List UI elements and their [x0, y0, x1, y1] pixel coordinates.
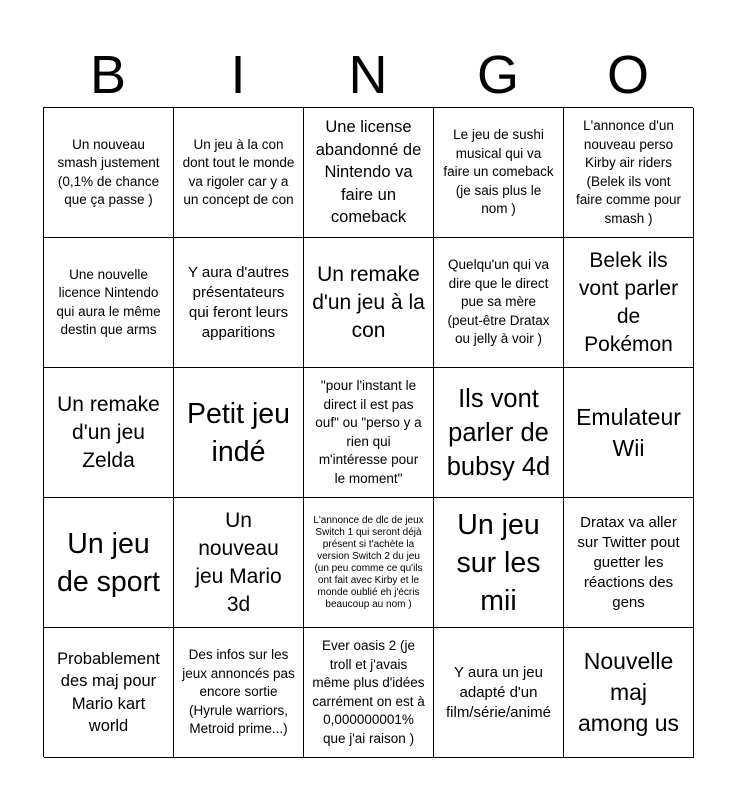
- cell-text: "pour l'instant le direct il est pas ouf" ou "perso y a rien qui m'intéresse pour le moment": [315, 378, 422, 486]
- bingo-cell-r2c4[interactable]: [434, 238, 564, 368]
- bingo-cell-r1c3[interactable]: [304, 108, 434, 238]
- cell-text: Un jeu de sport: [57, 527, 160, 598]
- cell-text: L'annonce de dlc de jeux Switch 1 qui seront déjà présent si t'achète la version Switch 2 du jeu (un peu comme ce qu'ils ont fait avec Kirby et le monde oublié eh j'écris beaucoup au nom ): [313, 514, 424, 610]
- header-letter-o: O: [606, 45, 649, 105]
- bingo-header: [43, 45, 693, 105]
- cell-text: Le jeu de sushi musical qui va faire un comeback (je sais plus le nom ): [443, 127, 554, 217]
- cell-text: Probablement des maj pour Mario kart world: [57, 649, 160, 735]
- bingo-cell-r3c4[interactable]: [434, 368, 564, 498]
- bingo-cell-r4c2[interactable]: [174, 498, 304, 628]
- bingo-cell-r1c4[interactable]: [434, 108, 564, 238]
- header-letter-n: N: [348, 45, 388, 105]
- cell-text: Emulateur Wii: [576, 403, 681, 461]
- bingo-cell-r3c5[interactable]: [564, 368, 694, 498]
- header-letter-i: I: [230, 45, 246, 105]
- bingo-cell-r2c1[interactable]: [44, 238, 174, 368]
- header-letter-b: B: [89, 45, 127, 105]
- bingo-cell-r1c5[interactable]: [564, 108, 694, 238]
- bingo-cell-r4c4[interactable]: [434, 498, 564, 628]
- cell-text: Belek ils vont parler de Pokémon: [578, 248, 679, 356]
- cell-text: Nouvelle maj among us: [577, 648, 679, 736]
- bingo-cell-r5c4[interactable]: [434, 628, 564, 758]
- cell-text: Un nouveau smash justement (0,1% de chance que ça passe ): [57, 136, 160, 207]
- bingo-cell-r4c5[interactable]: [564, 498, 694, 628]
- cell-text: Une license abandonné de Nintendo va faire un comeback: [315, 118, 422, 227]
- cell-text: Petit jeu indé: [187, 397, 290, 468]
- cell-text: Un remake d'un jeu Zelda: [57, 392, 160, 472]
- bingo-cell-r3c3[interactable]: [304, 368, 434, 498]
- bingo-cell-r5c5[interactable]: [564, 628, 694, 758]
- cell-text: Quelqu'un qui va dire que le direct pue sa mère (peut-être Dratax ou jelly à voir ): [447, 257, 550, 347]
- bingo-cell-r5c1[interactable]: [44, 628, 174, 758]
- bingo-cell-r2c3[interactable]: [304, 238, 434, 368]
- bingo-cell-r3c2[interactable]: [174, 368, 304, 498]
- header-letter-g: G: [476, 45, 519, 105]
- cell-text: Un remake d'un jeu à la con: [312, 262, 425, 342]
- cell-text: Des infos sur les jeux annoncés pas encore sortie (Hyrule warriors, Metroid prime...): [182, 647, 295, 737]
- bingo-grid: [43, 107, 693, 757]
- cell-text: L'annonce d'un nouveau perso Kirby air riders (Belek ils vont faire comme pour smash ): [575, 118, 682, 226]
- bingo-cell-r1c2[interactable]: [174, 108, 304, 238]
- cell-text: Un nouveau jeu Mario 3d: [195, 508, 282, 616]
- bingo-cell-r5c3[interactable]: [304, 628, 434, 758]
- bingo-cell-r4c3[interactable]: [304, 498, 434, 628]
- cell-text: Y aura un jeu adapté d'un film/série/animé: [445, 663, 552, 721]
- cell-text: Y aura d'autres présentateurs qui feront leurs apparitions: [188, 263, 289, 341]
- bingo-cell-r2c5[interactable]: [564, 238, 694, 368]
- cell-text: Un jeu sur les mii: [456, 508, 541, 617]
- bingo-cell-r5c2[interactable]: [174, 628, 304, 758]
- cell-text: Ever oasis 2 (je troll et j'avais même plus d'idées carrément on est à 0,000000001% que j'ai raison ): [312, 638, 425, 746]
- cell-text: Dratax va aller sur Twitter pout guetter les réactions des gens: [577, 513, 680, 611]
- cell-text: Une nouvelle licence Nintendo qui aura le même destin que arms: [56, 266, 161, 337]
- cell-text: Ils vont parler de bubsy 4d: [446, 384, 551, 481]
- bingo-cell-r1c1[interactable]: [44, 108, 174, 238]
- bingo-cell-r4c1[interactable]: [44, 498, 174, 628]
- bingo-cell-r3c1[interactable]: [44, 368, 174, 498]
- bingo-cell-r2c2[interactable]: [174, 238, 304, 368]
- cell-text: Un jeu à la con dont tout le monde va rigoler car y a un concept de con: [182, 136, 295, 207]
